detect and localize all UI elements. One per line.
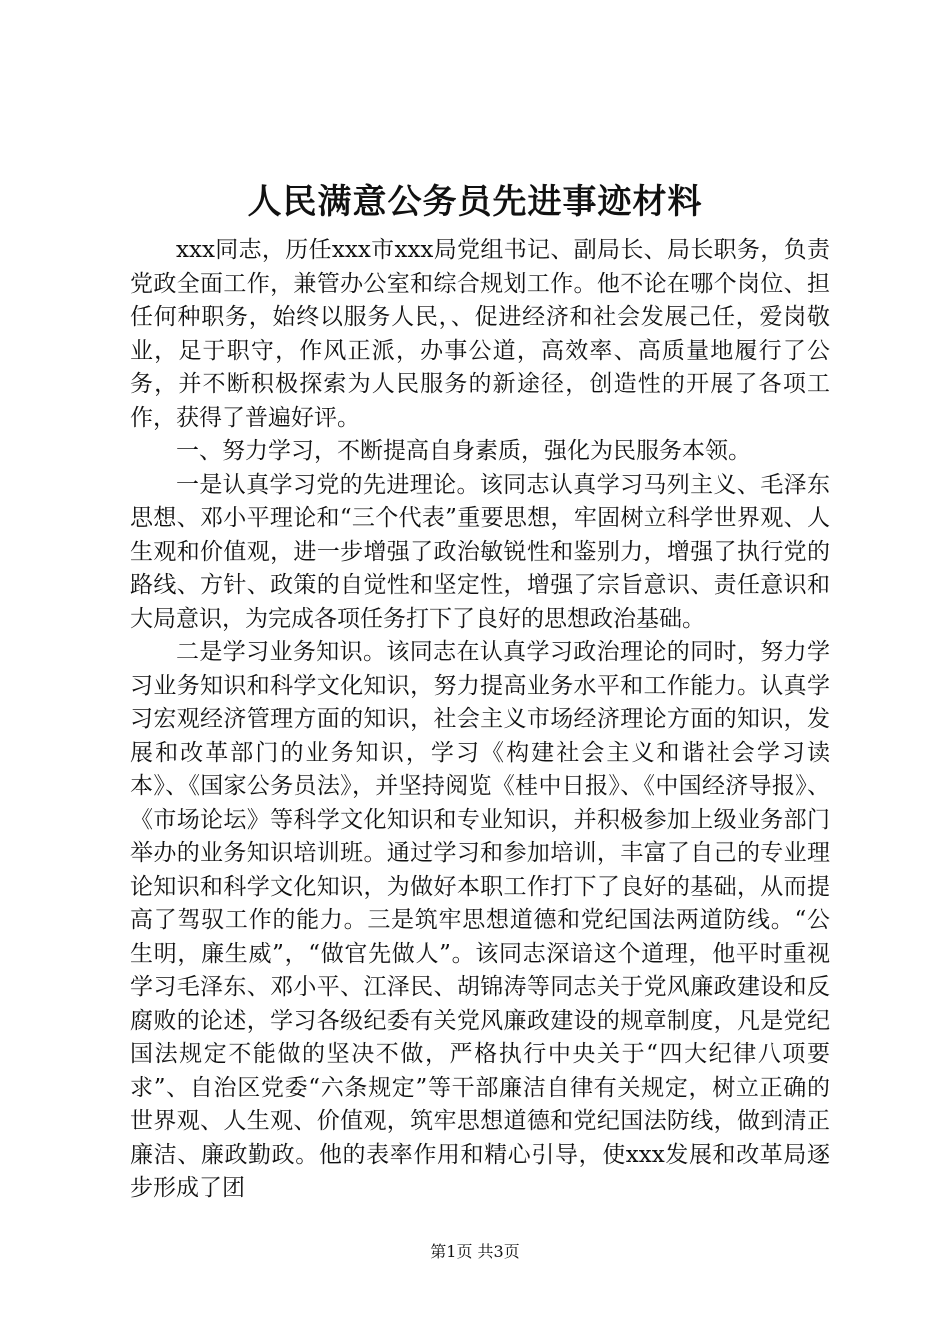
page-footer: 第1页 共3页 — [430, 1242, 520, 1261]
document-title: 人民满意公务员先进事迹材料 — [247, 182, 703, 222]
paragraph-theory-study: 一是认真学习党的先进理论。该同志认真学习马列主义、毛泽东思想、邓小平理论和“三个代表”重要思想，牢固树立科学世界观、人生观和价值观，进一步增强了政治敏锐性和鉴别力，增强了执行党的路线、方针、政策的自觉性和坚定性，增强了宗旨意识、责任意识和大局意识，为完成各项任务打下了良好的思想政治基础。 — [130, 471, 830, 632]
paragraph-section-heading: 一、努力学习，不断提高自身素质，强化为民服务本领。 — [176, 438, 751, 464]
paragraph-intro: xxx同志，历任xxx市xxx局党组书记、副局长、局长职务，负责党政全面工作，兼管办公室和综合规划工作。他不论在哪个岗位、担任何种职务，始终以服务人民，、促进经济和社会发展己任，爱岗敬业，足于职守，作风正派，办事公道，高效率、高质量地履行了公务，并不断积极探索为人民服务的新途径，创造性的开展了各项工作，获得了普遍好评。 — [130, 237, 830, 431]
paragraph-business-study: 二是学习业务知识。该同志在认真学习政治理论的同时，努力学习业务知识和科学文化知识，努力提高业务水平和工作能力。认真学习宏观经济管理方面的知识，社会主义市场经济理论方面的知识，发展和改革部门的业务知识，学习《构建社会主义和谐社会学习读本》、《国家公务员法》，并坚持阅览《桂中日报》、《中国经济导报》、《市场论坛》等科学文化知识和专业知识，并积极参加上级业务部门举办的业务知识培训班。通过学习和参加培训，丰富了自己的专业理论知识和科学文化知识，为做好本职工作打下了良好的基础，从而提高了驾驭工作的能力。三是筑牢思想道德和党纪国法两道防线。“公生明，廉生威”，“做官先做人”。该同志深谙这个道理，他平时重视学习毛泽东、邓小平、江泽民、胡锦涛等同志关于党风廉政建设和反腐败的论述，学习各级纪委有关党风廉政建设的规章制度，凡是党纪国法规定不能做的坚决不做，严格执行中央关于“四大纪律八项要求”、自治区党委“六条规定”等干部廉洁自律有关规定，树立正确的世界观、人生观、价值观，筑牢思想道德和党纪国法防线，做到清正廉洁、廉政勤政。他的表率作用和精心引导，使xxx发展和改革局逐步形成了团 — [130, 639, 830, 1201]
document-body — [130, 234, 830, 1206]
